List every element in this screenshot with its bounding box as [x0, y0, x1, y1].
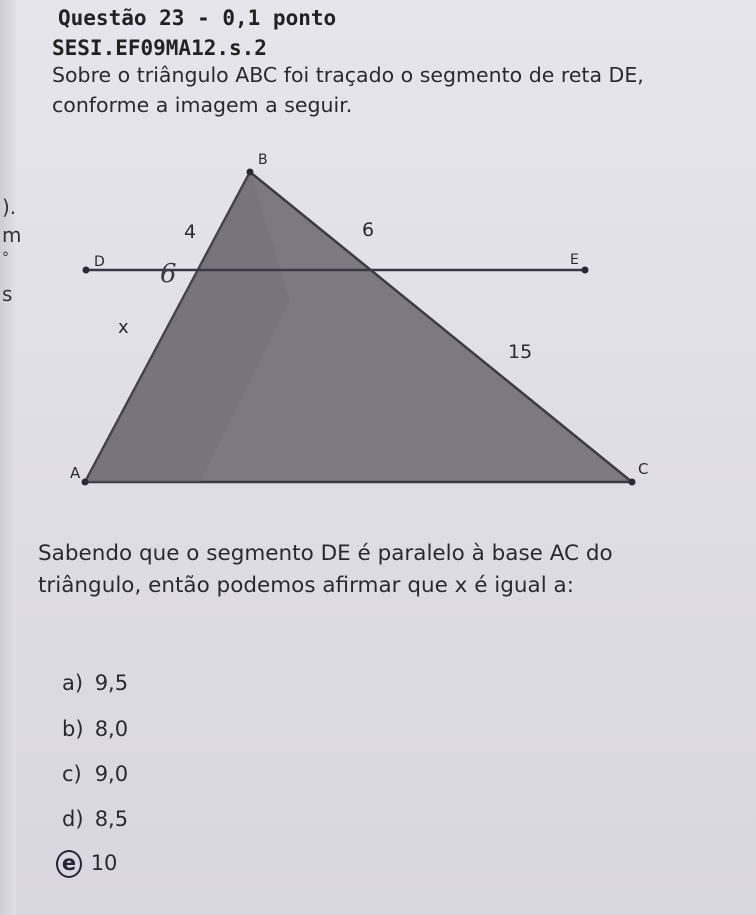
option-b[interactable] — [62, 717, 128, 741]
label-ec-length: 15 — [508, 341, 533, 363]
label-bd-length: 4 — [184, 221, 197, 243]
label-e: E — [570, 252, 579, 268]
option-letter: d) — [62, 807, 84, 831]
option-value: 9,5 — [94, 671, 129, 695]
edge-fragment: ° — [2, 250, 9, 266]
point-b — [247, 169, 254, 176]
option-e-selected[interactable] — [56, 850, 117, 878]
edge-fragment: ). — [2, 195, 17, 219]
option-value: 9,0 — [94, 762, 129, 786]
question-title: Questão 23 - 0,1 ponto — [58, 6, 337, 30]
question-text: Sabendo que o segmento DE é paralelo à base AC do triângulo, então podemos afirmar que x é igual a: — [38, 541, 613, 598]
option-letter: b) — [62, 717, 84, 741]
option-letter: a) — [62, 671, 84, 695]
label-be-length: 6 — [362, 219, 375, 241]
label-d: D — [94, 254, 105, 270]
option-letter: c) — [62, 762, 82, 786]
label-c: C — [638, 460, 649, 478]
label-x: x — [118, 317, 129, 338]
option-a[interactable] — [62, 671, 128, 695]
intro-text: Sobre o triângulo ABC foi traçado o segmento de reta DE, conforme a imagem a seguir. — [52, 63, 644, 117]
option-d[interactable] — [62, 807, 128, 831]
edge-fragment: m — [2, 223, 22, 247]
point-c — [629, 479, 636, 486]
option-value: 8,0 — [94, 717, 129, 741]
edge-fragment: s — [2, 282, 13, 306]
selected-letter-circle: e — [56, 850, 82, 878]
point-e — [582, 267, 589, 274]
point-d — [83, 267, 90, 274]
skill-code: SESI.EF09MA12.s.2 — [52, 36, 267, 60]
point-a — [82, 479, 89, 486]
option-value: 10 — [90, 851, 118, 875]
label-b: B — [258, 152, 268, 168]
option-value: 8,5 — [94, 807, 129, 831]
label-a: A — [70, 464, 81, 482]
option-c[interactable] — [62, 762, 128, 786]
handwritten-note: 6 — [160, 259, 177, 289]
